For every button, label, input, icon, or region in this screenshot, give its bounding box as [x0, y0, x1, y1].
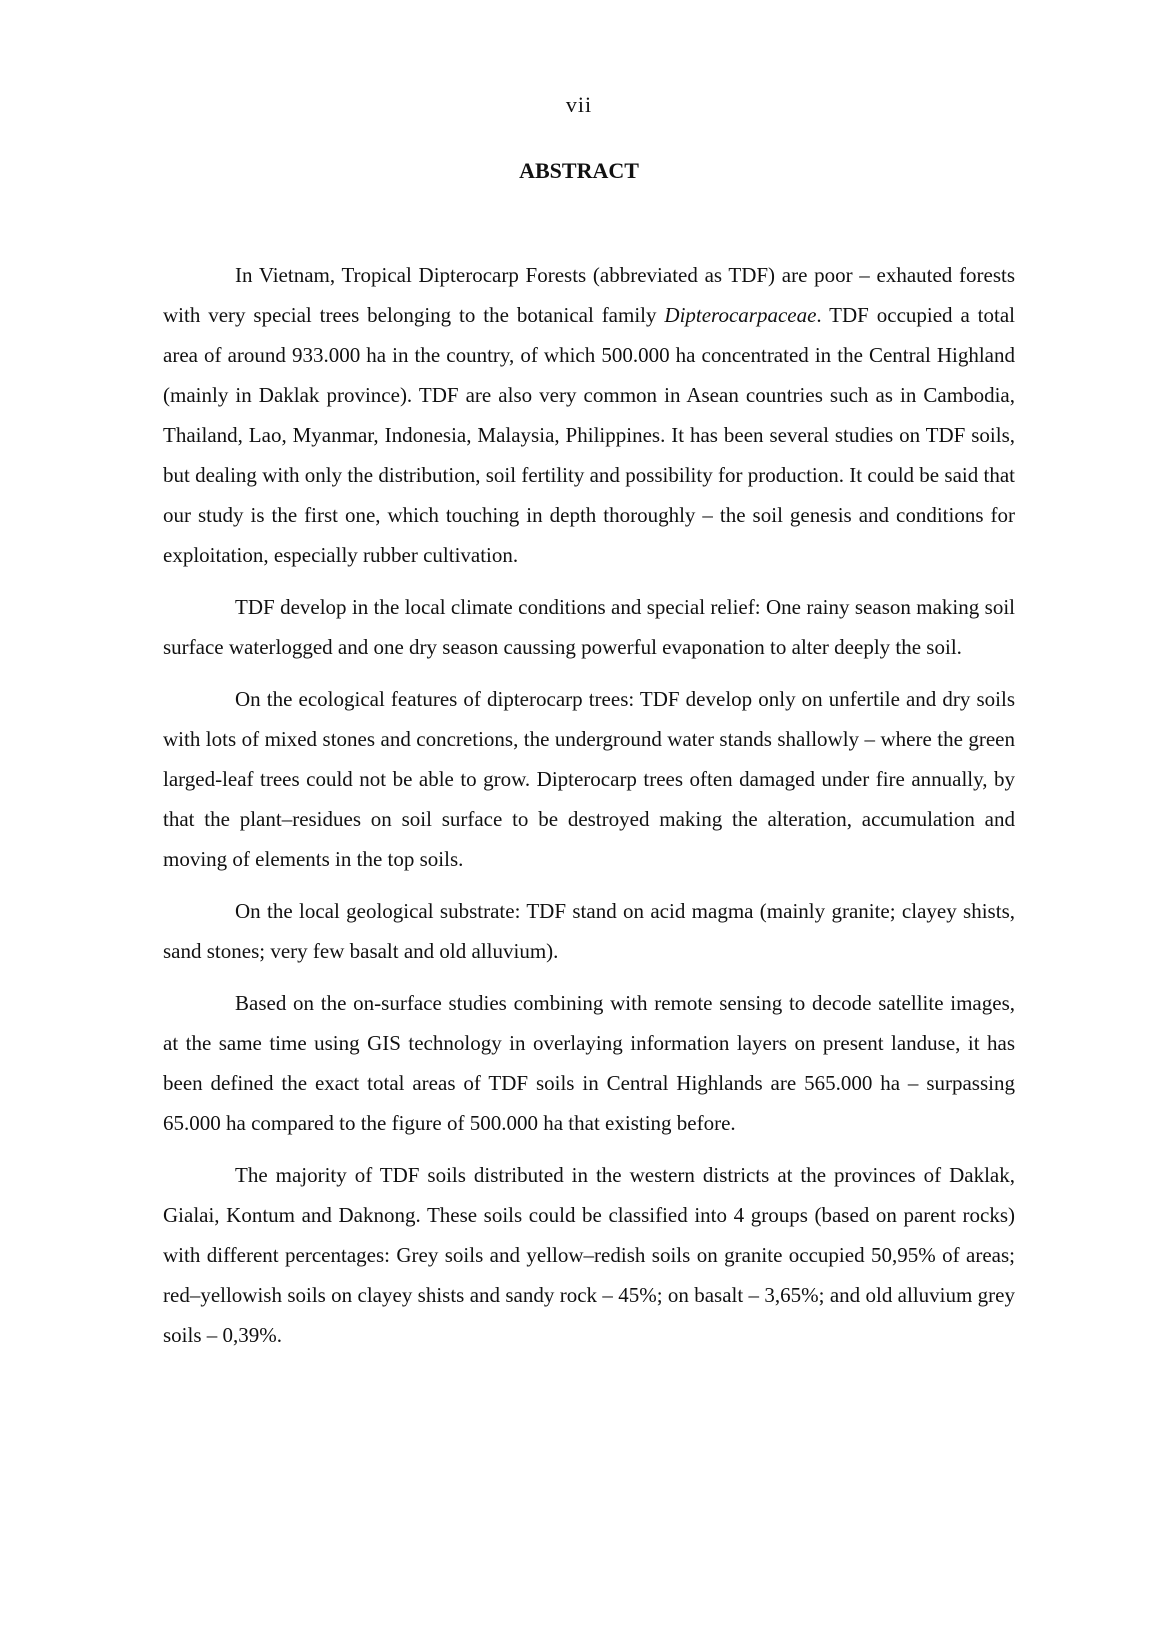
paragraph-climate: TDF develop in the local climate conditions and special relief: One rainy season making soil surface waterlogged and one dry season caussing powerful evaponation to alter deeply the soil. — [163, 595, 1015, 659]
page-title: ABSTRACT — [519, 158, 639, 183]
page-number: vii — [565, 92, 593, 117]
paragraph-remote-sensing: Based on the on-surface studies combining with remote sensing to decode satellite images, at the same time using GIS technology in overlaying information layers on present landuse, it has been defined the exact total areas of TDF soils in Central Highlands are 565.000 ha – surpassing 65.000 ha compared to the figure of 500.000 ha that existing before. — [163, 991, 1015, 1135]
family-name-italic: Dipterocarpaceae — [664, 303, 817, 327]
paragraph-geology: On the local geological substrate: TDF stand on acid magma (mainly granite; clayey shists, sand stones; very few basalt and old alluvium). — [163, 899, 1015, 963]
paragraph-intro — [163, 255, 1015, 575]
paragraph-intro-text-start: In Vietnam, Tropical Dipterocarp Forests (abbreviated as TDF) are poor – exhauted forests with very special trees belonging to the botanical family — [163, 263, 1015, 327]
paragraph-intro-text-end: . TDF occupied a total area of around 933.000 ha in the country, of which 500.000 ha concentrated in the Central Highland (mainly in Daklak province). TDF are also very common in Asean countries such as in Cambodia, Thailand, Lao, Myanmar, Indonesia, Malaysia, Philippines. It has been several studies on TDF soils, but dealing with only the distribution, soil fertility and possibility for production. It could be said that our study is the first one, which touching in depth thoroughly – the soil genesis and conditions for exploitation, especially rubber cultivation. — [163, 303, 1015, 567]
abstract-body — [163, 255, 1015, 1367]
paragraph-distribution: The majority of TDF soils distributed in the western districts at the provinces of Daklak, Gialai, Kontum and Daknong. These soils could be classified into 4 groups (based on parent rocks) with different percentages: Grey soils and yellow–redish soils on granite occupied 50,95% of areas; red–yellowish soils on clayey shists and sandy rock – 45%; on basalt – 3,65%; and old alluvium grey soils – 0,39%. — [163, 1163, 1015, 1347]
paragraph-ecology: On the ecological features of dipterocarp trees: TDF develop only on unfertile and dry soils with lots of mixed stones and concretions, the underground water stands shallowly – where the green larged-leaf trees could not be able to grow. Dipterocarp trees often damaged under fire annually, by that the plant–residues on soil surface to be destroyed making the alteration, accumulation and moving of elements in the top soils. — [163, 687, 1015, 871]
